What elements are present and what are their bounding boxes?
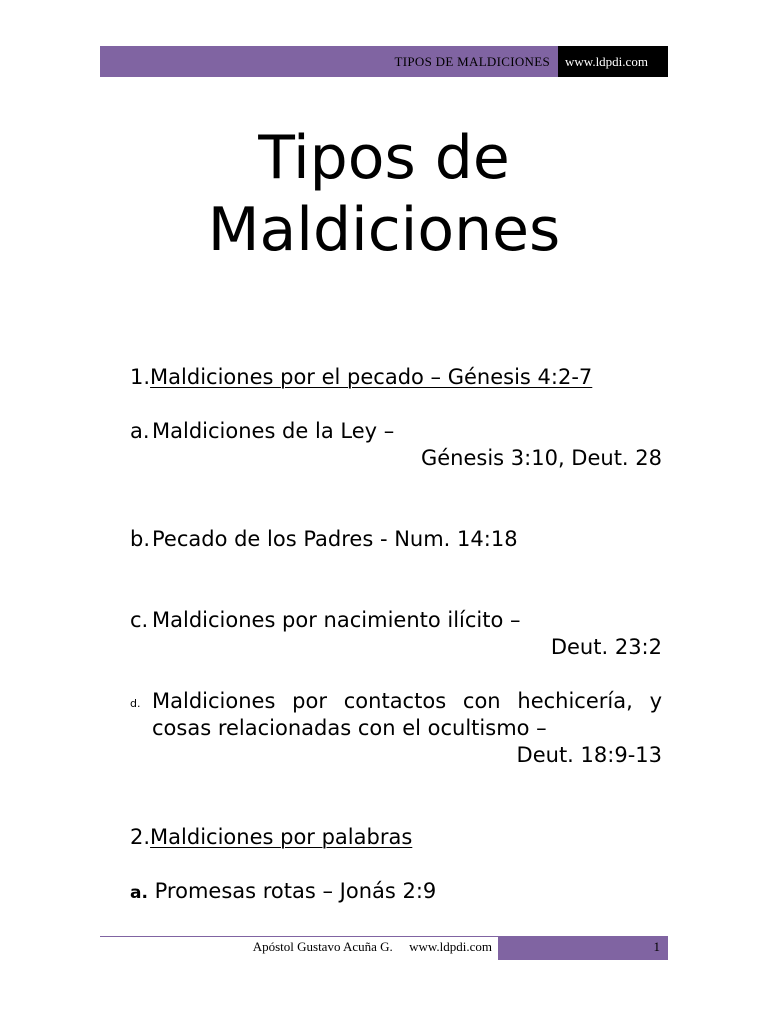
page-number: 1	[653, 939, 660, 954]
item-c-ref: Deut. 23:2	[550, 635, 662, 659]
header-site: www.ldpdi.com	[565, 54, 648, 69]
item-2a	[130, 878, 436, 907]
item-d-ref: Deut. 18:9-13	[516, 743, 662, 767]
footer-site: www.ldpdi.com	[409, 939, 492, 954]
footer-rule	[100, 936, 498, 937]
footer-author: Apóstol Gustavo Acuña G.	[252, 939, 393, 954]
item-a-text: Maldiciones de la Ley –	[152, 419, 395, 443]
item-d-line-1: Maldiciones por contactos con hechicería, y	[152, 689, 662, 713]
item-d-line-2: cosas relacionadas con el ocultismo –	[152, 716, 547, 740]
item-2a-text: Promesas rotas – Jonás 2:9	[154, 879, 437, 903]
section-2-number: 2.	[130, 825, 151, 849]
title-line-2: Maldiciones	[207, 195, 561, 265]
footer-page-box	[498, 936, 668, 960]
header-title: TIPOS DE MALDICIONES	[394, 54, 550, 69]
footer-text	[100, 939, 492, 955]
section-2-heading: Maldiciones por palabras	[150, 825, 413, 849]
item-d-marker: d.	[130, 697, 141, 710]
section-2	[130, 824, 412, 851]
item-c-marker: c.	[130, 608, 149, 632]
section-1-heading: Maldiciones por el pecado – Génesis 4:2-7	[150, 365, 593, 389]
document-title	[100, 122, 668, 266]
section-1-number: 1.	[130, 365, 151, 389]
item-b-marker: b.	[130, 527, 151, 551]
item-2a-marker: a.	[130, 883, 148, 903]
item-a-marker: a.	[130, 419, 150, 443]
item-a-ref: Génesis 3:10, Deut. 28	[420, 446, 662, 470]
item-c-text: Maldiciones por nacimiento ilícito –	[152, 608, 521, 632]
section-1	[130, 364, 592, 391]
title-line-1: Tipos de	[258, 123, 510, 193]
item-b-text: Pecado de los Padres - Num. 14:18	[152, 527, 518, 551]
